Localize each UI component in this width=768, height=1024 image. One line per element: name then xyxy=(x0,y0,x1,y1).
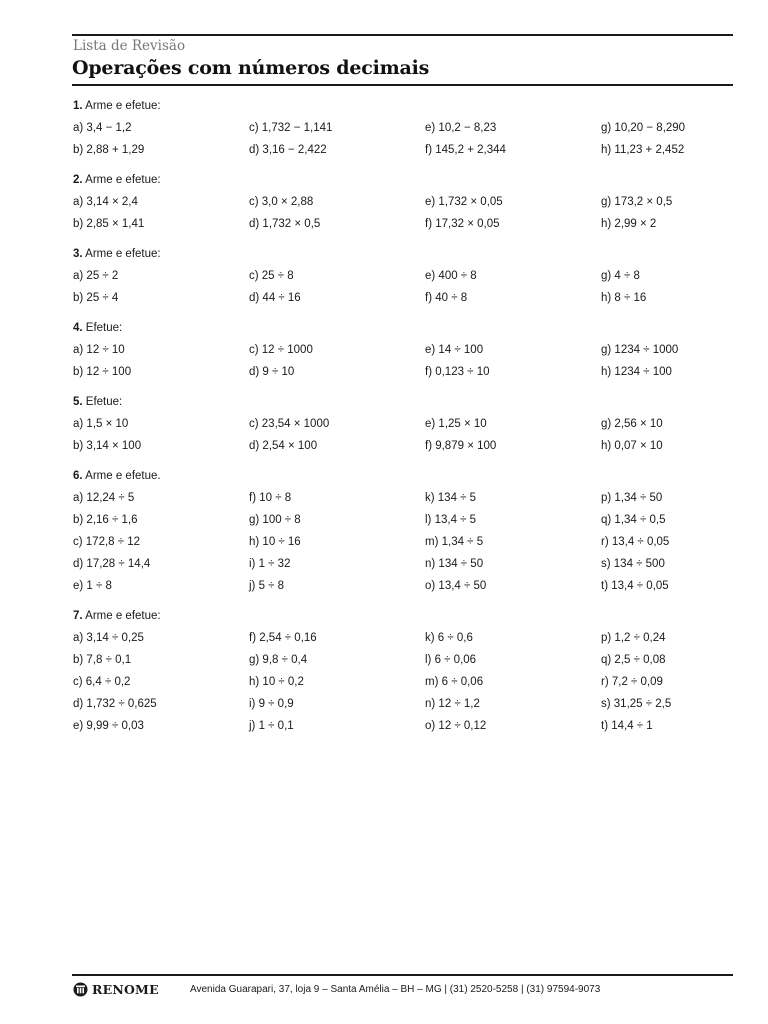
exercise-item: l) 6 ÷ 0,06 xyxy=(425,654,477,666)
exercise-instruction: Arme e efetue: xyxy=(85,174,161,186)
exercise-item: g) 4 ÷ 8 xyxy=(601,270,640,282)
exercise-number: 6. xyxy=(73,470,83,482)
exercise-item: h) 11,23 + 2,452 xyxy=(601,144,685,156)
exercise-block xyxy=(73,469,733,601)
exercise-instruction: Arme e efetue. xyxy=(85,470,161,482)
exercise-title xyxy=(73,321,733,336)
exercise-item: r) 7,2 ÷ 0,09 xyxy=(601,676,663,688)
exercise-item: f) 40 ÷ 8 xyxy=(425,292,468,304)
exercise-items xyxy=(73,343,733,387)
exercise-item: b) 2,16 ÷ 1,6 xyxy=(73,514,138,526)
footer-address: Avenida Guarapari, 37, loja 9 – Santa Amélia – BH – MG | (31) 2520-5258 | (31) 97594-9073 xyxy=(190,984,601,995)
exercise-item: d) 9 ÷ 10 xyxy=(249,366,295,378)
exercise-item: f) 145,2 + 2,344 xyxy=(425,144,506,156)
exercise-item: f) 9,879 × 100 xyxy=(425,440,497,452)
exercise-item: o) 12 ÷ 0,12 xyxy=(425,720,487,732)
exercise-number: 1. xyxy=(73,100,83,112)
exercise-item: d) 2,54 × 100 xyxy=(249,440,318,452)
exercise-item: r) 13,4 ÷ 0,05 xyxy=(601,536,670,548)
exercise-instruction: Arme e efetue: xyxy=(85,248,161,260)
exercise-instruction: Arme e efetue: xyxy=(85,610,161,622)
exercise-item: f) 17,32 × 0,05 xyxy=(425,218,500,230)
exercise-item: a) 3,14 ÷ 0,25 xyxy=(73,632,144,644)
exercise-item: t) 13,4 ÷ 0,05 xyxy=(601,580,669,592)
exercise-list xyxy=(73,99,733,749)
exercise-block xyxy=(73,99,733,165)
exercise-item: b) 7,8 ÷ 0,1 xyxy=(73,654,132,666)
exercise-item: a) 3,4 − 1,2 xyxy=(73,122,132,134)
exercise-item: g) 2,56 × 10 xyxy=(601,418,663,430)
exercise-block xyxy=(73,395,733,461)
exercise-items xyxy=(73,269,733,313)
exercise-item: c) 1,732 − 1,141 xyxy=(249,122,333,134)
exercise-title xyxy=(73,395,733,410)
exercise-item: e) 9,99 ÷ 0,03 xyxy=(73,720,144,732)
exercise-item: h) 2,99 × 2 xyxy=(601,218,657,230)
exercise-item: p) 1,34 ÷ 50 xyxy=(601,492,663,504)
exercise-item: m) 1,34 ÷ 5 xyxy=(425,536,484,548)
exercise-block xyxy=(73,173,733,239)
exercise-items xyxy=(73,195,733,239)
exercise-item: f) 10 ÷ 8 xyxy=(249,492,292,504)
exercise-item: b) 2,88 + 1,29 xyxy=(73,144,145,156)
exercise-item: h) 0,07 × 10 xyxy=(601,440,663,452)
exercise-item: e) 14 ÷ 100 xyxy=(425,344,484,356)
exercise-item: a) 12,24 ÷ 5 xyxy=(73,492,135,504)
page-title: Operações com números decimais xyxy=(72,57,430,79)
exercise-item: a) 12 ÷ 10 xyxy=(73,344,125,356)
exercise-item: o) 13,4 ÷ 50 xyxy=(425,580,487,592)
exercise-item: c) 23,54 × 1000 xyxy=(249,418,330,430)
exercise-title xyxy=(73,247,733,262)
page-subtitle: Lista de Revisão xyxy=(73,38,186,54)
exercise-item: i) 1 ÷ 32 xyxy=(249,558,291,570)
logo-text: RENOME xyxy=(92,982,159,997)
exercise-items xyxy=(73,121,733,165)
exercise-item: e) 1,25 × 10 xyxy=(425,418,487,430)
exercise-item: p) 1,2 ÷ 0,24 xyxy=(601,632,666,644)
exercise-item: t) 14,4 ÷ 1 xyxy=(601,720,653,732)
exercise-item: b) 12 ÷ 100 xyxy=(73,366,132,378)
exercise-item: a) 25 ÷ 2 xyxy=(73,270,119,282)
exercise-block xyxy=(73,321,733,387)
footer-logo xyxy=(73,982,159,997)
exercise-item: j) 1 ÷ 0,1 xyxy=(249,720,294,732)
exercise-item: g) 100 ÷ 8 xyxy=(249,514,301,526)
exercise-number: 3. xyxy=(73,248,83,260)
exercise-item: g) 9,8 ÷ 0,4 xyxy=(249,654,308,666)
exercise-item: h) 10 ÷ 0,2 xyxy=(249,676,304,688)
footer-rule xyxy=(72,974,733,976)
exercise-instruction: Arme e efetue: xyxy=(85,100,161,112)
exercise-number: 7. xyxy=(73,610,83,622)
exercise-item: i) 9 ÷ 0,9 xyxy=(249,698,294,710)
exercise-item: c) 3,0 × 2,88 xyxy=(249,196,314,208)
exercise-item: f) 2,54 ÷ 0,16 xyxy=(249,632,317,644)
exercise-item: b) 2,85 × 1,41 xyxy=(73,218,145,230)
exercise-item: f) 0,123 ÷ 10 xyxy=(425,366,490,378)
exercise-title xyxy=(73,173,733,188)
exercise-instruction: Efetue: xyxy=(85,322,123,334)
exercise-item: g) 10,20 − 8,290 xyxy=(601,122,686,134)
exercise-item: d) 3,16 − 2,422 xyxy=(249,144,327,156)
exercise-item: e) 1 ÷ 8 xyxy=(73,580,112,592)
exercise-item: l) 13,4 ÷ 5 xyxy=(425,514,477,526)
exercise-number: 4. xyxy=(73,322,83,334)
exercise-item: c) 6,4 ÷ 0,2 xyxy=(73,676,131,688)
exercise-block xyxy=(73,609,733,741)
exercise-item: g) 1234 ÷ 1000 xyxy=(601,344,679,356)
exercise-title xyxy=(73,609,733,624)
exercise-item: d) 1,732 ÷ 0,625 xyxy=(73,698,157,710)
exercise-instruction: Efetue: xyxy=(85,396,123,408)
exercise-number: 5. xyxy=(73,396,83,408)
exercise-items xyxy=(73,417,733,461)
exercise-item: e) 1,732 × 0,05 xyxy=(425,196,503,208)
exercise-item: h) 10 ÷ 16 xyxy=(249,536,301,548)
exercise-item: d) 44 ÷ 16 xyxy=(249,292,301,304)
exercise-item: g) 173,2 × 0,5 xyxy=(601,196,673,208)
exercise-item: d) 17,28 ÷ 14,4 xyxy=(73,558,151,570)
exercise-number: 2. xyxy=(73,174,83,186)
exercise-item: q) 1,34 ÷ 0,5 xyxy=(601,514,666,526)
exercise-item: h) 8 ÷ 16 xyxy=(601,292,647,304)
exercise-item: h) 1234 ÷ 100 xyxy=(601,366,672,378)
exercise-item: n) 12 ÷ 1,2 xyxy=(425,698,480,710)
exercise-item: s) 134 ÷ 500 xyxy=(601,558,665,570)
exercise-item: c) 25 ÷ 8 xyxy=(249,270,294,282)
exercise-block xyxy=(73,247,733,313)
exercise-title xyxy=(73,469,733,484)
exercise-item: k) 6 ÷ 0,6 xyxy=(425,632,473,644)
exercise-item: b) 3,14 × 100 xyxy=(73,440,142,452)
exercise-item: c) 172,8 ÷ 12 xyxy=(73,536,141,548)
exercise-items xyxy=(73,631,733,741)
exercise-item: e) 10,2 − 8,23 xyxy=(425,122,497,134)
exercise-item: c) 12 ÷ 1000 xyxy=(249,344,313,356)
exercise-item: e) 400 ÷ 8 xyxy=(425,270,477,282)
exercise-item: n) 134 ÷ 50 xyxy=(425,558,484,570)
exercise-item: a) 3,14 × 2,4 xyxy=(73,196,138,208)
exercise-item: a) 1,5 × 10 xyxy=(73,418,129,430)
exercise-item: m) 6 ÷ 0,06 xyxy=(425,676,484,688)
top-rule xyxy=(72,34,733,36)
exercise-items xyxy=(73,491,733,601)
exercise-item: s) 31,25 ÷ 2,5 xyxy=(601,698,672,710)
exercise-item: j) 5 ÷ 8 xyxy=(249,580,285,592)
title-rule xyxy=(72,84,733,86)
exercise-item: d) 1,732 × 0,5 xyxy=(249,218,321,230)
exercise-item: k) 134 ÷ 5 xyxy=(425,492,477,504)
exercise-title xyxy=(73,99,733,114)
exercise-item: b) 25 ÷ 4 xyxy=(73,292,119,304)
exercise-item: q) 2,5 ÷ 0,08 xyxy=(601,654,666,666)
renome-logo-icon xyxy=(73,982,88,997)
